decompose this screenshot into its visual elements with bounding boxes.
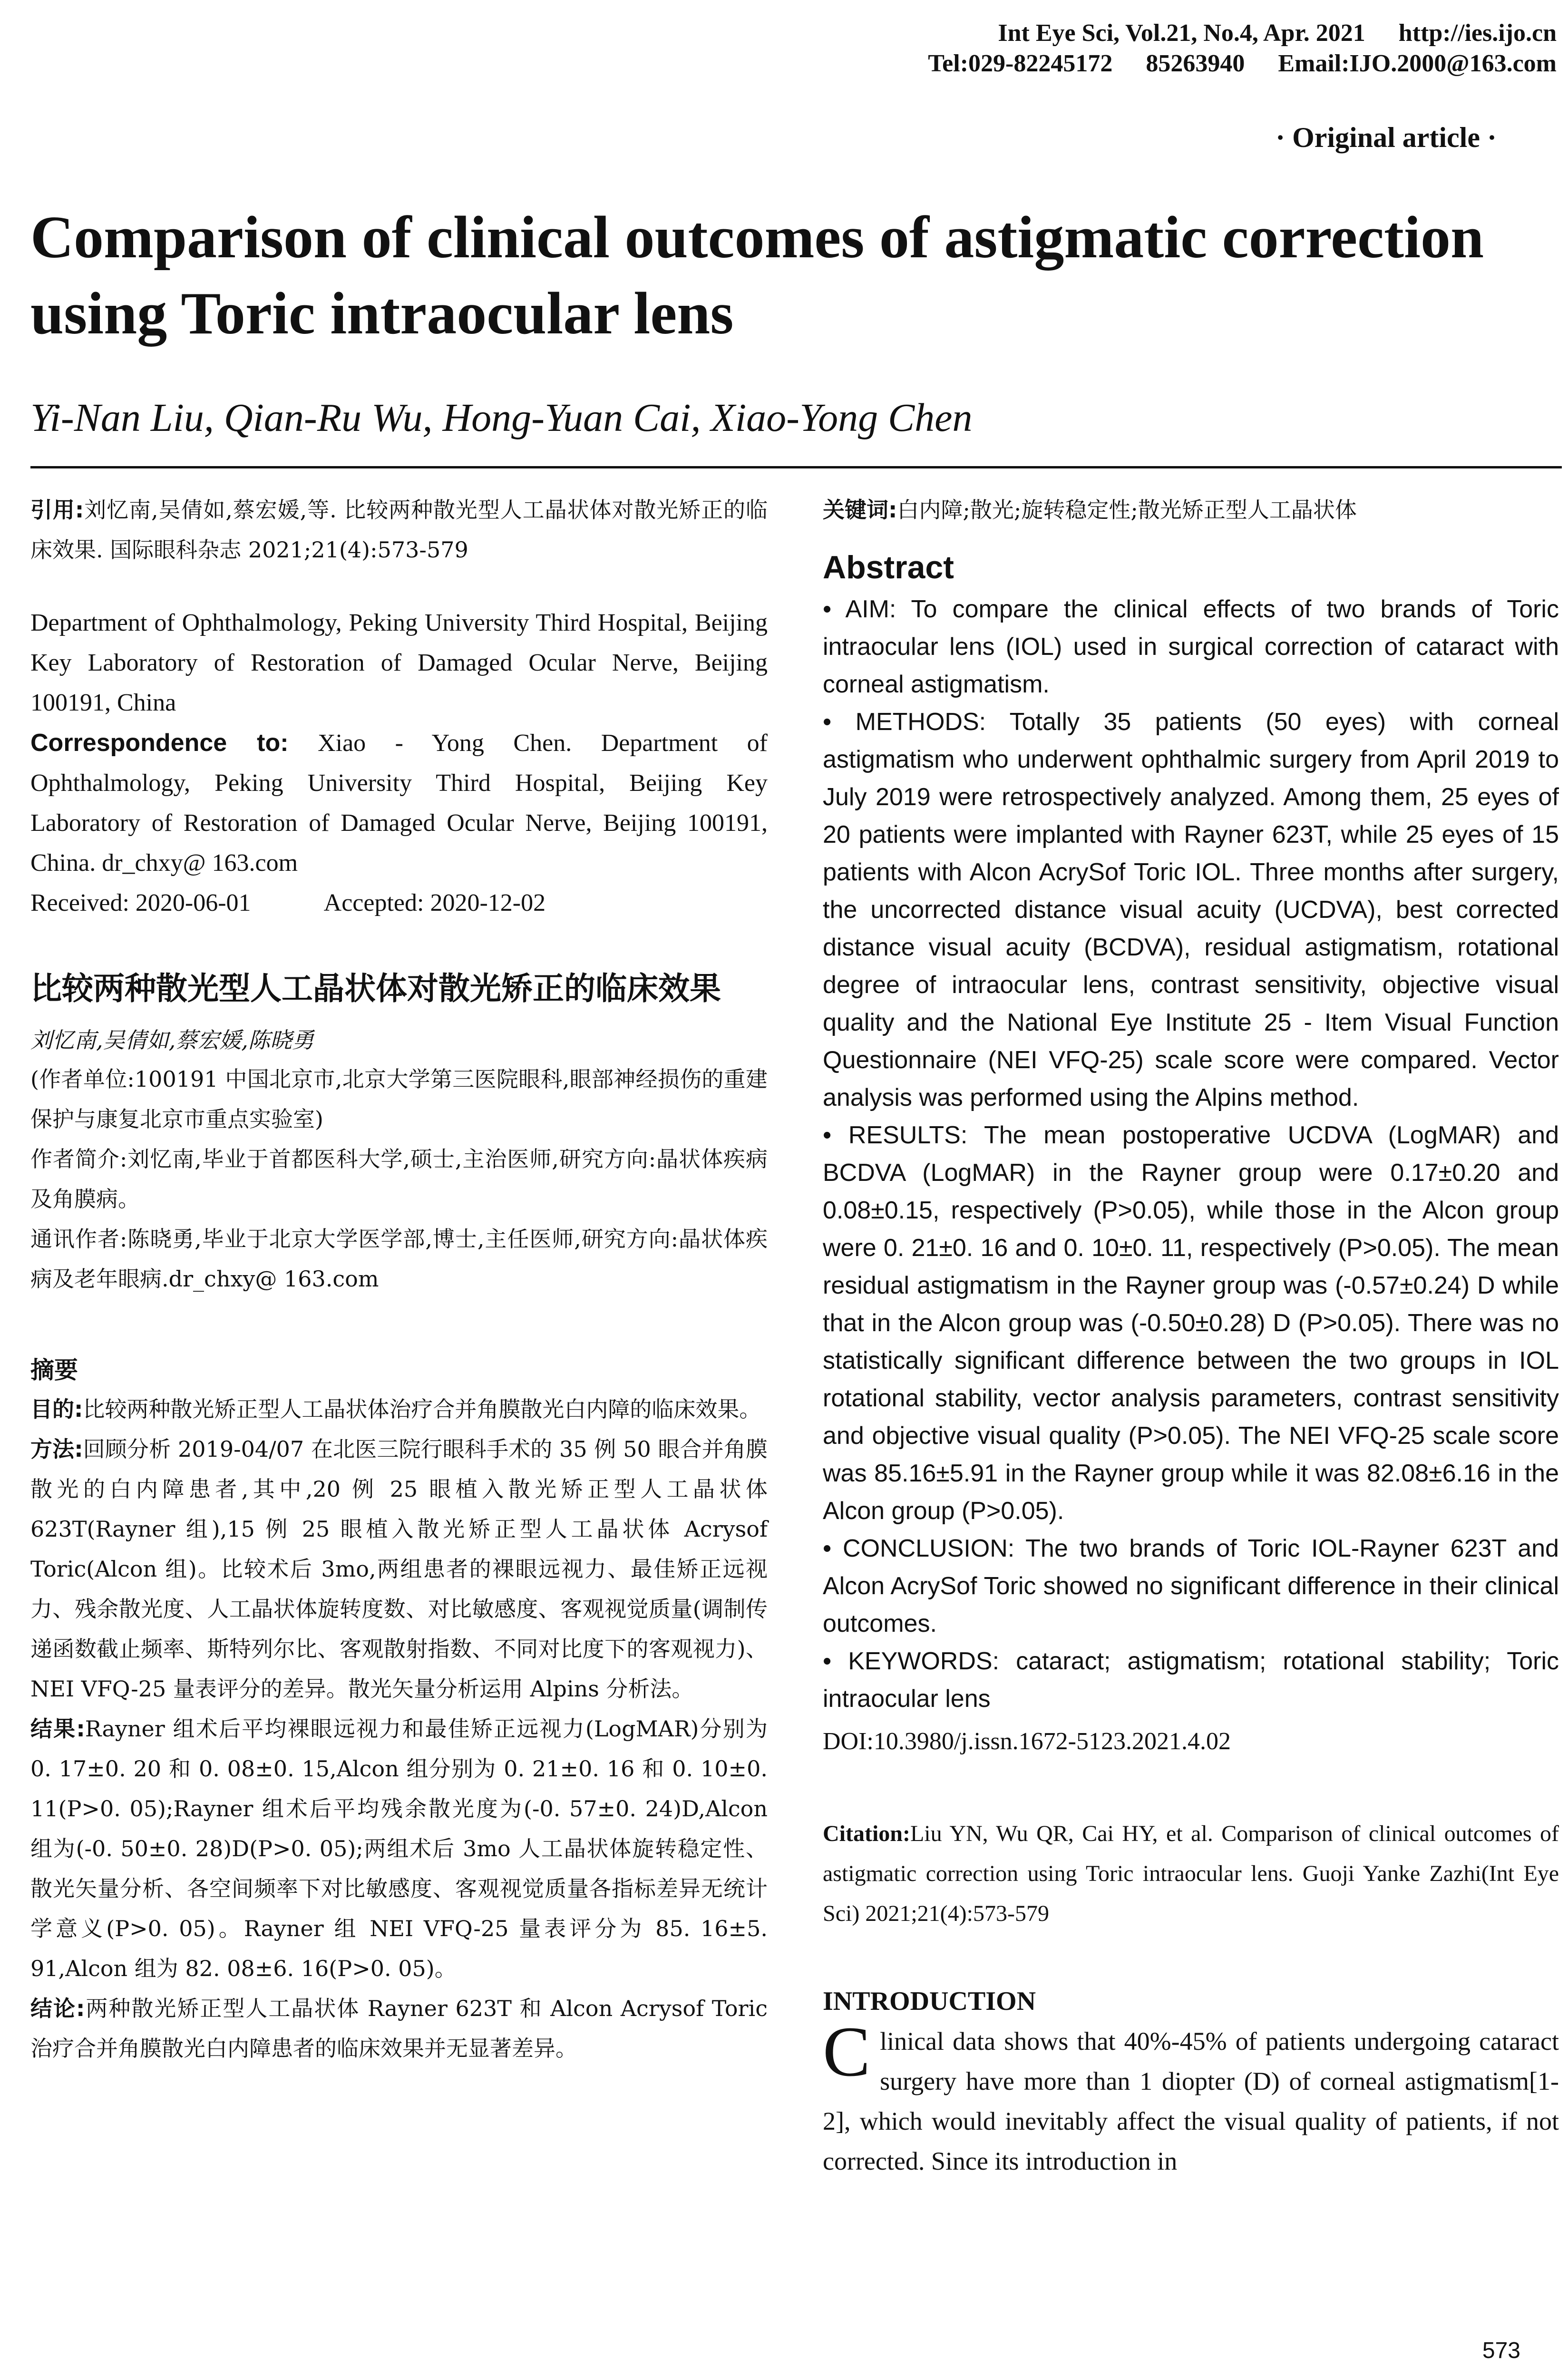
english-citation-text: Liu YN, Wu QR, Cai HY, et al. Comparison of clinical outcomes of astigmatic correction using Toric intraocular lens. Guoji Yanke Zazhi(Int Eye Sci) 2021;21(4):573-579 bbox=[823, 1821, 1559, 1926]
english-citation-label: Citation: bbox=[823, 1821, 910, 1846]
chinese-author-bio: 作者简介:刘忆南,毕业于首都医科大学,硕士,主治医师,研究方向:晶状体疾病及角膜病。 bbox=[30, 1146, 768, 1212]
received-date: Received: 2020-06-01 bbox=[30, 889, 251, 916]
correspondence-label: Correspondence to: bbox=[30, 729, 289, 757]
chinese-citation-label: 引用: bbox=[30, 497, 84, 523]
paper-authors: Yi-Nan Liu, Qian-Ru Wu, Hong-Yuan Cai, Xiao-Yong Chen bbox=[30, 396, 973, 440]
chinese-abstract-heading: 摘要 bbox=[30, 1356, 78, 1384]
chinese-results bbox=[30, 1709, 768, 1988]
introduction-dropcap: C bbox=[823, 2012, 871, 2091]
abstract-methods bbox=[823, 703, 1559, 1117]
journal-header bbox=[748, 18, 1557, 79]
abstract-conclusion-label: • CONCLUSION: bbox=[823, 1535, 1015, 1562]
chinese-citation bbox=[30, 490, 768, 570]
abstract-keywords-label: • KEYWORDS: bbox=[823, 1647, 1000, 1675]
chinese-aim-text: 比较两种散光矫正型人工晶状体治疗合并角膜散光白内障的临床效果。 bbox=[83, 1396, 761, 1422]
chinese-keywords-text: 白内障;散光;旋转稳定性;散光矫正型人工晶状体 bbox=[897, 497, 1357, 523]
left-column bbox=[30, 490, 768, 2068]
journal-email[interactable]: Email:IJO.2000@163.com bbox=[1278, 50, 1557, 77]
paper-title: Comparison of clinical outcomes of astigmatic correction using Toric intraocular lens bbox=[30, 205, 1484, 347]
chinese-methods-label: 方法: bbox=[30, 1436, 83, 1462]
introduction-paragraph bbox=[823, 2012, 1559, 2181]
correspondence bbox=[30, 723, 768, 883]
article-type-label: · Original article · bbox=[1276, 122, 1497, 153]
chinese-affiliation: (作者单位:100191 中国北京市,北京大学第三医院眼科,眼部神经损伤的重建保护与康复北京市重点实验室) bbox=[30, 1066, 768, 1132]
chinese-methods bbox=[30, 1429, 768, 1709]
right-column bbox=[823, 490, 1559, 2181]
abstract-aim-label: • AIM: bbox=[823, 595, 896, 623]
abstract-aim bbox=[823, 591, 1559, 703]
chinese-conclusion bbox=[30, 1988, 768, 2068]
affiliation: Department of Ophthalmology, Peking University Third Hospital, Beijing Key Laboratory of Restoration of Damaged Ocular Nerve, Beijing 100191, China bbox=[30, 609, 768, 716]
abstract-methods-text: Totally 35 patients (50 eyes) with corneal astigmatism who underwent ophthalmic surgery from April 2019 to July 2019 were retrospectively analyzed. Among them, 25 eyes of 20 patients were implanted with Rayner 623T, while 25 eyes of 15 patients with Alcon AcrySof Toric IOL. Three months after surgery, the uncorrected distance visual acuity (UCDVA), best corrected distance visual acuity (BCDVA), residual astigmatism, rotational degree of intraocular lens, contrast sensitivity, objective visual quality and the National Eye Institute 25 - Item Visual Function Questionnaire (NEI VFQ-25) scale score were compared. Vector analysis was performed using the Alpins method. bbox=[823, 708, 1559, 1111]
chinese-keywords bbox=[823, 490, 1559, 530]
introduction-text: linical data shows that 40%-45% of patients undergoing cataract surgery have more than 1 diopter (D) of corneal astigmatism[1-2], which would inevitably affect the visual quality of patients, if not corrected. Since its introduction in bbox=[823, 2027, 1559, 2175]
journal-tel2: 85263940 bbox=[1146, 50, 1245, 77]
abstract-methods-label: • METHODS: bbox=[823, 708, 986, 736]
chinese-citation-text: 刘忆南,吴倩如,蔡宏媛,等. 比较两种散光型人工晶状体对散光矫正的临床效果. 国际眼科杂志 2021;21(4):573-579 bbox=[30, 497, 768, 563]
doi[interactable]: DOI:10.3980/j.issn.1672-5123.2021.4.02 bbox=[823, 1728, 1231, 1755]
chinese-conclusion-label: 结论: bbox=[30, 1996, 85, 2021]
page-number: 573 bbox=[1482, 2338, 1520, 2363]
chinese-results-text: Rayner 组术后平均裸眼远视力和最佳矫正远视力(LogMAR)分别为 0. 17±0. 20 和 0. 08±0. 15,Alcon 组分别为 0. 21±0. 16 和 0. 10±0. 11(P>0. 05);Rayner 组术后平均残余散光度为(-0. 57±0. 24)D,Alcon 组为(-0. 50±0. 28)D(P>0. 05);两组术后 3mo 人工晶状体旋转稳定性、散光矢量分析、各空间频率下对比敏感度、客观视觉质量各指标差异无统计学意义(P>0. 05)。Rayner 组 NEI VFQ-25 量表评分为 85. 16±5. 91,Alcon 组为 82. 08±6. 16(P>0. 05)。 bbox=[30, 1716, 768, 1981]
correspondence-text: Xiao - Yong Chen. Department of Ophthalmology, Peking University Third Hospital, Beijing Key Laboratory of Restoration of Damaged Ocular Nerve, Beijing 100191, China. dr_chxy@ 163.com bbox=[30, 730, 768, 877]
chinese-conclusion-text: 两种散光矫正型人工晶状体 Rayner 623T 和 Alcon Acrysof Toric 治疗合并角膜散光白内障患者的临床效果并无显著差异。 bbox=[30, 1996, 768, 2061]
chinese-methods-text: 回顾分析 2019-04/07 在北医三院行眼科手术的 35 例 50 眼合并角膜散光的白内障患者,其中,20 例 25 眼植入散光矫正型人工晶状体 623T(Rayner 组),15 例 25 眼植入散光矫正型人工晶状体 Acrysof Toric(Alcon 组)。比较术后 3mo,两组患者的裸眼远视力、最佳矫正远视力、残余散光度、人工晶状体旋转度数、对比敏感度、客观视觉质量(调制传递函数截止频率、斯特列尔比、客观散射指数、不同对比度下的客观视力)、NEI VFQ-25 量表评分的差异。散光矢量分析运用 Alpins 分析法。 bbox=[30, 1436, 768, 1702]
dates bbox=[30, 883, 768, 923]
chinese-authors: 刘忆南,吴倩如,蔡宏媛,陈晓勇 bbox=[30, 1027, 314, 1053]
abstract-results-label: • RESULTS: bbox=[823, 1121, 968, 1149]
abstract-heading: Abstract bbox=[823, 549, 954, 585]
chinese-results-label: 结果: bbox=[30, 1716, 85, 1742]
chinese-keywords-label: 关键词: bbox=[823, 497, 897, 523]
abstract-conclusion bbox=[823, 1530, 1559, 1643]
abstract-conclusion-text: The two brands of Toric IOL-Rayner 623T and Alcon AcrySof Toric showed no significant difference in their clinical outcomes. bbox=[823, 1535, 1559, 1637]
chinese-aim-label: 目的: bbox=[30, 1396, 83, 1422]
journal-url[interactable]: http://ies.ijo.cn bbox=[1398, 19, 1557, 47]
journal-tel: Tel:029-82245172 bbox=[928, 50, 1113, 77]
abstract-results-text: The mean postoperative UCDVA (LogMAR) and BCDVA (LogMAR) in the Rayner group were 0.17±0.20 and 0.08±0.15, respectively (P>0.05), while those in the Alcon group were 0. 21±0. 16 and 0. 10±0. 11, respectively (P>0.05). The mean residual astigmatism in the Rayner group was (-0.57±0.24) D while that in the Alcon group was (-0.50±0.28) D (P>0.05). There was no statistically significant difference between the two groups in IOL rotational stability, vector analysis parameters, contrast sensitivity and objective visual quality (P>0.05). The NEI VFQ-25 scale score was 85.16±5.91 in the Rayner group while it was 82.08±6.16 in the Alcon group (P>0.05). bbox=[823, 1121, 1559, 1525]
introduction-heading: INTRODUCTION bbox=[823, 1987, 1036, 2016]
accepted-date: Accepted: 2020-12-02 bbox=[323, 889, 546, 916]
journal-citation: Int Eye Sci, Vol.21, No.4, Apr. 2021 bbox=[998, 19, 1365, 47]
abstract-keywords bbox=[823, 1643, 1559, 1718]
title-divider bbox=[30, 466, 1562, 468]
abstract-keywords-text: cataract; astigmatism; rotational stability; Toric intraocular lens bbox=[823, 1647, 1559, 1713]
chinese-title: 比较两种散光型人工晶状体对散光矫正的临床效果 bbox=[30, 970, 721, 1007]
chinese-correspondence: 通讯作者:陈晓勇,毕业于北京大学医学部,博士,主任医师,研究方向:晶状体疾病及老年眼病.dr_chxy@ 163.com bbox=[30, 1226, 768, 1292]
english-citation bbox=[823, 1814, 1559, 1934]
chinese-aim bbox=[30, 1389, 768, 1429]
abstract-results bbox=[823, 1117, 1559, 1530]
abstract-aim-text: To compare the clinical effects of two brands of Toric intraocular lens (IOL) used in surgical correction of cataract with corneal astigmatism. bbox=[823, 595, 1559, 698]
